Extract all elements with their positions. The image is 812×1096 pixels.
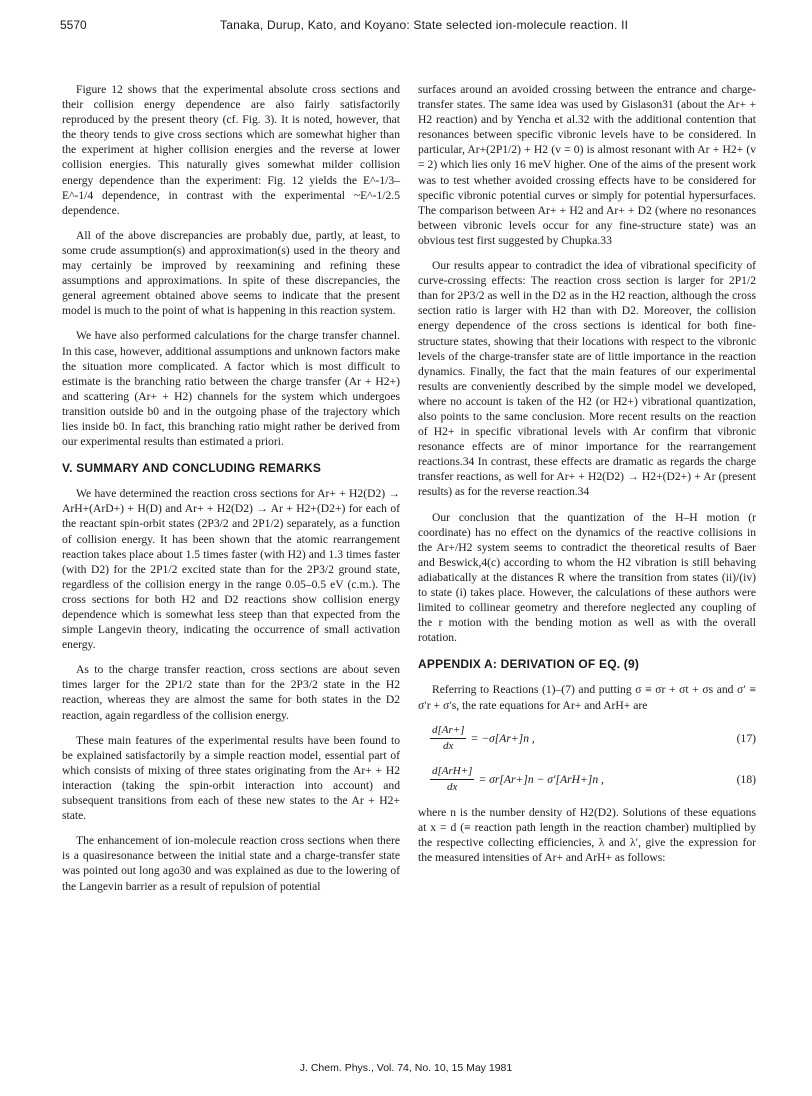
equation-body — [418, 723, 535, 754]
paragraph: The enhancement of ion-molecule reaction cross sections when there is a quasiresonance between the initial state and a charge-transfer state was pointed out long ago30 and was explained as due to the lowering of the Langevin barrier as a result of repulsion of potential — [62, 834, 400, 893]
paragraph: Referring to Reactions (1)–(7) and putting σ ≡ σr + σt + σs and σ′ ≡ σ′r + σ′s, the rate equations for Ar+ and ArH+ are — [418, 683, 756, 712]
paragraph: As to the charge transfer reaction, cross sections are about seven times larger for the 2P1/2 state than for the 2P3/2 state in the H2 reaction, whereas they are almost the same for both states in the D2 reaction, again regardless of the collision energy. — [62, 663, 400, 722]
page-header — [60, 18, 752, 38]
denominator: dx — [447, 780, 458, 793]
left-column — [62, 82, 400, 904]
fraction — [430, 723, 466, 754]
numerator: d[Ar+] — [430, 723, 466, 739]
denominator: dx — [443, 739, 454, 752]
paragraph: We have also performed calculations for the charge transfer channel. In this case, however, additional assumptions and unknown factors make the situation more complicated. A factor which is most difficult to estimate is the branching ratio between the charge transfer (Ar + H2+) and scattering (Ar+ + H2) channels for the system which undergoes transition outside b0 and in the outgoing phase of the trajectory which lies inside b0. In fact, this branching ratio might rather be derived from our experimental results than estimated a priori. — [62, 329, 400, 449]
equation-17 — [418, 723, 756, 754]
equation-rhs: = σr[Ar+]n − σ′[ArH+]n , — [478, 772, 604, 786]
paragraph: Our results appear to contradict the idea of vibrational specificity of curve-crossing effects: The reaction cross section is larger for 2P1/2 than for 2P3/2 as well in the D2 as in the H2 reaction, although the cross section ratio is larger with H2 than with D2. Moreover, the collision energy dependence of the cross sections is identical for both fine-structure states, showing that their locations with respect to the vibronic levels of the charge-transfer state are of little importance in the reaction dynamics. Finally, the fact that the main features of our experimental results are conveniently described by the simple model we developed, where no account is taken of the H2 (or H2+) vibrational quantization, also points to the same conclusion. More recent results on the reaction of H2+ in specific vibrational levels with Ar confirm that vibronic resonance effects are of minor importance for the rearrangement reactions.34 In contrast, these effects are dramatic as regards the charge transfer reactions, as well for Ar+ + H2(D2) → H2+(D2+) + Ar (present results) as for the reverse reaction.34 — [418, 259, 756, 499]
numerator: d[ArH+] — [430, 764, 474, 780]
footer-citation: J. Chem. Phys., Vol. 74, No. 10, 15 May 1981 — [299, 1062, 513, 1074]
appendix-heading: APPENDIX A: DERIVATION OF EQ. (9) — [418, 657, 640, 672]
right-column — [418, 82, 756, 875]
paragraph: where n is the number density of H2(D2). Solutions of these equations at x = d (≡ reaction path length in the reaction chamber) multiplied by the respective collecting efficiencies, λ and λ′, give the expression for the measured intensities of Ar+ and ArH+ as follows: — [418, 806, 756, 865]
paragraph: Our conclusion that the quantization of the H–H motion (r coordinate) has no effect on the dynamics of the reactive collisions in the Ar+/H2 system seems to contradict the theoretical results of Baer and Beswick,4(c) according to whom the H2 vibration is still behaving adiabatically at the distances R where the transition from states (ii)/(iv) to state (i) takes place. However, the calculations of these authors were limited to collinear geometry and therefore neglected any coupling of the r motion with the bending motion as well as with the overall rotation. — [418, 510, 756, 645]
running-head: Tanaka, Durup, Kato, and Koyano: State selected ion-molecule reaction. II — [220, 18, 629, 32]
equation-number: (18) — [736, 772, 756, 786]
paragraph: Figure 12 shows that the experimental absolute cross sections and their collision energy dependence are also fairly satisfactorily reproduced by the present theory (cf. Fig. 3). It is noted, however, that the theory tends to give cross sections which are somewhat higher than the experiment at higher collision energies and the reverse at lower collision energies. This naturally gives somewhat milder collision energy dependence than the experiment: Fig. 12 yields the E^-1/3–E^-1/4 dependence, in contrast with the experimental ~E^-1/2.5 dependence. — [62, 83, 400, 217]
section-heading: V. SUMMARY AND CONCLUDING REMARKS — [62, 461, 322, 476]
page-number: 5570 — [60, 18, 87, 32]
paragraph: All of the above discrepancies are probably due, partly, at least, to some crude assumption(s) and approximation(s) used in the theory and may certainly be improved by reexamining and refining these assumptions and approximations. In spite of these discrepancies, the general agreement obtained above seems to indicate that the present model is much to the point of what is happening in this reaction system. — [62, 228, 400, 318]
equation-body — [418, 764, 604, 795]
paragraph: We have determined the reaction cross sections for Ar+ + H2(D2) → ArH+(ArD+) + H(D) and Ar+ + H2(D2) → Ar + H2+(D2+) for each of the reactant spin-orbit states (2P3/2 and 2P1/2) separately, as a function of collision energy. It has been shown that the atomic rearrangement reaction takes place about 1.5 times faster (with H2) and 1.3 times faster (with D2) for the 2P1/2 excited state than for the 2P3/2 ground state, regardless of the collision energy in the range 0.05–0.5 eV (c.m.). The cross sections for both H2 and D2 reactions show collision energy dependence which is somewhat less steep than that expected from the simple Langevin theory, indicating the occurrence of small activation energy. — [62, 487, 400, 652]
equation-number: (17) — [736, 731, 756, 745]
fraction — [430, 764, 474, 795]
equation-18 — [418, 764, 756, 795]
paragraph: surfaces around an avoided crossing between the entrance and charge-transfer states. The same idea was used by Gislason31 (about the Ar+ + H2 reaction) and by Yencha et al.32 with the additional contention that resonances between specific vibronic levels have to be considered. In particular, Ar+(2P1/2) + H2 (v = 0) is almost resonant with Ar + H2+ (v = 2) which lies only 16 meV higher. One of the aims of the present work was to test whether avoided crossing effects have to be considered for specific vibronic potential curves or simply for potential hypersurfaces. The comparison between Ar+ + H2 and Ar+ + D2 (where no resonances between vibronic levels occur for any fine-structure state) was an obvious test first suggested by Chupka.33 — [418, 83, 756, 247]
equation-rhs: = −σ[Ar+]n , — [470, 731, 535, 745]
paragraph: These main features of the experimental results have been found to be explained satisfactorily by a simple reaction model, essential part of which consists of mixing of three states originating from the Ar+ + H2 interaction (taking the spin-orbit interaction into account) and subsequent transitions from each of these new states to the Ar + H2+ state. — [62, 733, 400, 823]
